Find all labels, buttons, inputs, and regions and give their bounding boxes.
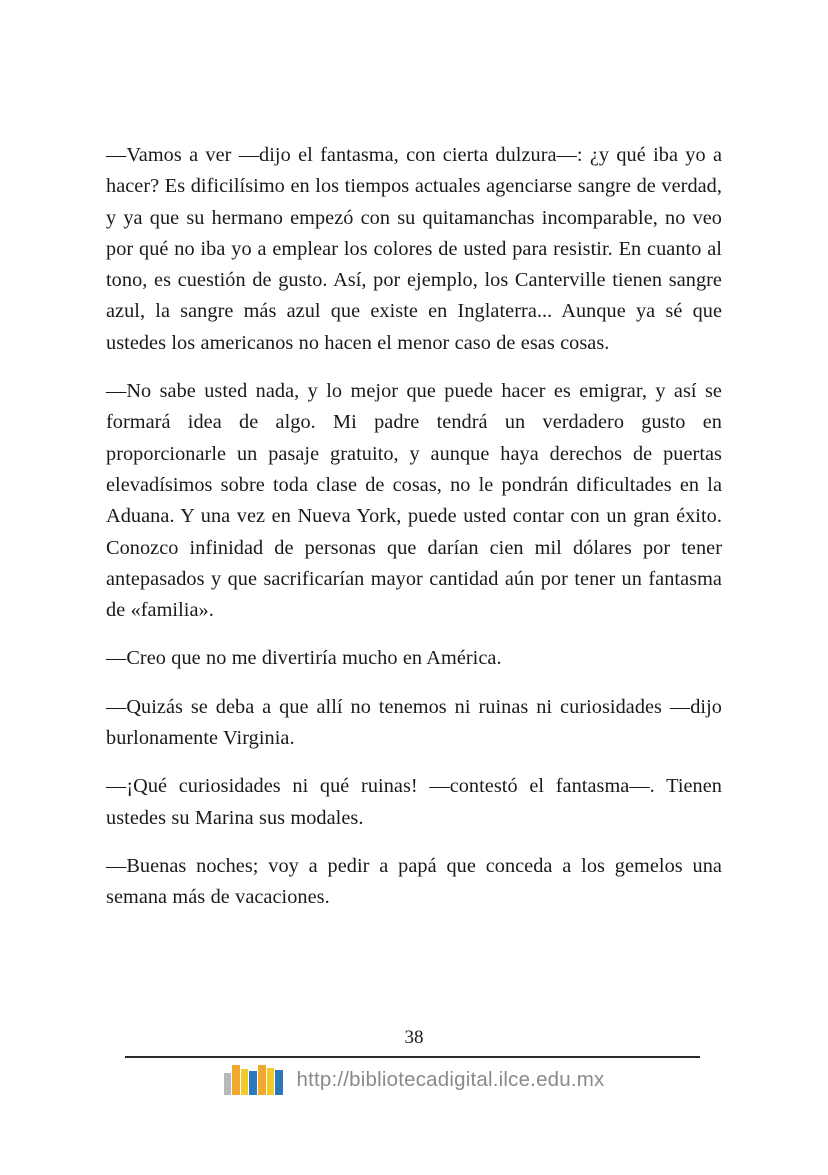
library-url: http://bibliotecadigital.ilce.edu.mx [296,1068,605,1091]
page-number: 38 [404,1027,424,1048]
paragraph: —Buenas noches; voy a pedir a papá que conceda a los gemelos una semana más de vacaciones. [106,854,722,909]
footer-divider [125,1056,700,1058]
paragraph: —Vamos a ver —dijo el fantasma, con cierta dulzura—: ¿y qué iba yo a hacer? Es dificilísimo en los tiempos actuales agenciarse sangre de verdad, y ya que su hermano empezó con su quitamanchas incomparable, no veo por qué no iba yo a emplear los colores de usted para resistir. En cuanto al tono, es cuestión de gusto. Así, por ejemplo, los Canterville tienen sangre azul, la sangre más azul que existe en Inglaterra... Aunque ya sé que ustedes los americanos no hacen el menor caso de esas cosas. [106,144,722,354]
paragraph: —Creo que no me divertiría mucho en América. [106,647,502,670]
books-logo-icon [223,1064,285,1096]
page-footer [0,1026,828,1091]
paragraph: —Quizás se deba a que allí no tenemos ni ruinas ni curiosidades —dijo burlonamente Virginia. [106,695,722,750]
paragraph: —¡Qué curiosidades ni qué ruinas! —contestó el fantasma—. Tienen ustedes su Marina sus modales. [106,775,722,829]
footer-brand [0,1064,828,1096]
paragraph: —No sabe usted nada, y lo mejor que puede hacer es emigrar, y así se formará idea de algo. Mi padre tendrá un verdadero gusto en proporcionarle un pasaje gratuito, y aunque haya derechos de puertas elevadísimos sobre toda clase de cosas, no le pondrán dificultades en la Aduana. Y una vez en Nueva York, puede usted contar con un gran éxito. Conozco infinidad de personas que darían cien mil dólares por tener antepasados y que sacrificarían mayor cantidad aún por tener un fantasma de «familia». [106,380,722,622]
body-text-column [106,140,722,914]
